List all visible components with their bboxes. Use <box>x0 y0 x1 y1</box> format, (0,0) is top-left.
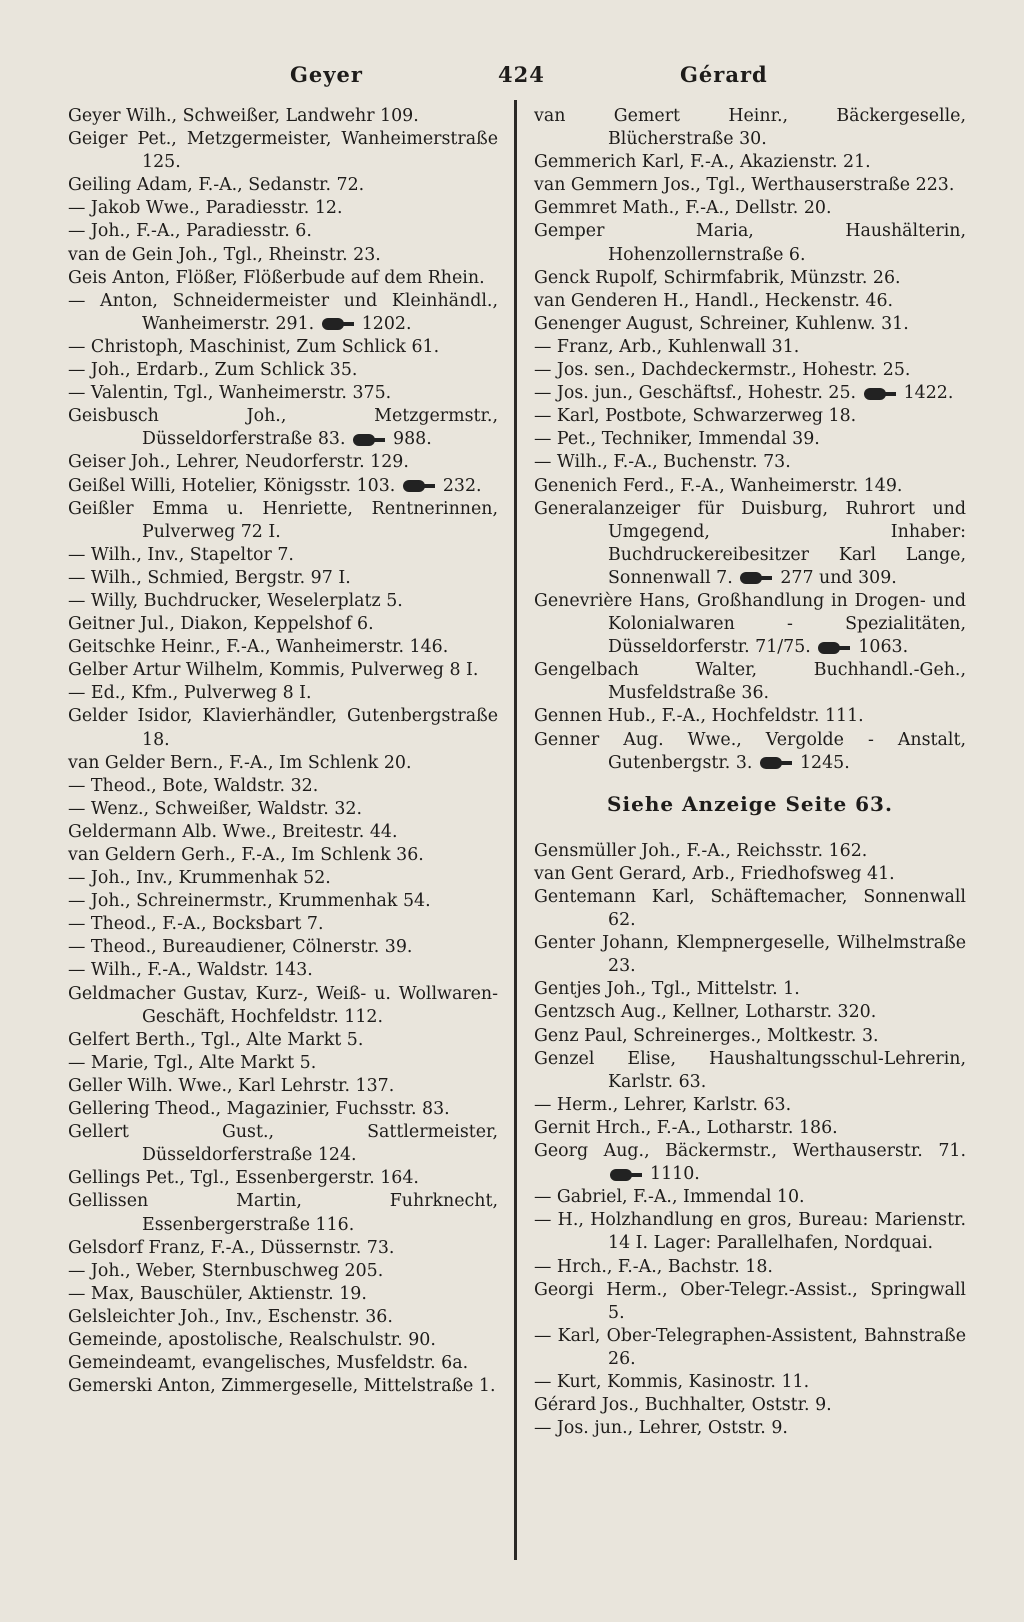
directory-entry <box>68 475 498 498</box>
directory-entry <box>68 983 498 1029</box>
directory-entry <box>534 359 966 382</box>
directory-entry <box>68 1029 498 1052</box>
entry-text: Geißler Emma u. Henriette, Rentnerinnen, Pulverweg 72 I. <box>68 498 498 542</box>
entry-text: Siehe Anzeige Seite 63. <box>607 791 893 816</box>
entry-text: Genevrière Hans, Großhandlung in Drogen- und Kolonialwaren - Spezialitäten, Düsseldorferstr. 71/75. <box>534 590 966 658</box>
entry-text: Geiling Adam, F.-A., Sedanstr. 72. <box>68 175 365 196</box>
telephone-icon <box>610 1169 642 1181</box>
directory-entry <box>68 867 498 890</box>
entry-text: Genz Paul, Schreinerges., Moltkestr. 3. <box>534 1025 879 1046</box>
phone-number: 1245. <box>799 752 850 773</box>
directory-entry <box>534 336 966 359</box>
entry-text: Gentemann Karl, Schäftemacher, Sonnenwall 62. <box>534 887 966 931</box>
entry-text: Geller Wilh. Wwe., Karl Lehrstr. 137. <box>68 1075 395 1096</box>
entry-text: — Wilh., F.-A., Buchenstr. 73. <box>534 452 791 473</box>
directory-entry <box>534 1209 966 1255</box>
entry-text: — Joh., F.-A., Paradiesstr. 6. <box>68 221 312 242</box>
entry-text: Gemmerich Karl, F.-A., Akazienstr. 21. <box>534 152 871 173</box>
entry-text: Gemeinde, apostolische, Realschulstr. 90. <box>68 1329 436 1350</box>
entry-text: Gellissen Martin, Fuhrknecht, Essenbergerstraße 116. <box>68 1191 498 1235</box>
directory-entry <box>68 244 498 267</box>
entry-text: van Gent Gerard, Arb., Friedhofsweg 41. <box>534 863 895 884</box>
directory-entry <box>534 1001 966 1024</box>
entry-text: — Karl, Postbote, Schwarzerweg 18. <box>534 406 857 427</box>
phone-number: 232. <box>442 475 482 496</box>
left-column <box>68 105 498 1398</box>
entry-text: Georgi Herm., Ober-Telegr.-Assist., Springwall 5. <box>534 1279 966 1323</box>
telephone-icon <box>760 757 792 769</box>
entry-text: — Kurt, Kommis, Kasinostr. 11. <box>534 1371 810 1392</box>
entry-text: van Genderen H., Handl., Heckenstr. 46. <box>534 290 894 311</box>
directory-entry <box>68 290 498 336</box>
entry-text: Gellert Gust., Sattlermeister, Düsseldorferstraße 124. <box>68 1122 498 1166</box>
entry-text: Gellering Theod., Magazinier, Fuchsstr. 83. <box>68 1099 450 1120</box>
directory-entry <box>534 1117 966 1140</box>
telephone-icon <box>322 318 354 330</box>
entry-text: Gemerski Anton, Zimmergeselle, Mittelstraße 1. <box>68 1376 496 1397</box>
entry-text: — Jos. jun., Lehrer, Oststr. 9. <box>534 1418 788 1439</box>
entry-text: Geldermann Alb. Wwe., Breitestr. 44. <box>68 821 398 842</box>
entry-text: Gemeindeamt, evangelisches, Musfeldstr. 6a. <box>68 1353 469 1374</box>
directory-entry <box>68 821 498 844</box>
directory-entry <box>534 197 966 220</box>
directory-entry <box>68 1167 498 1190</box>
entry-text: van Gelder Bern., F.-A., Im Schlenk 20. <box>68 752 412 773</box>
entry-text: — Wenz., Schweißer, Waldstr. 32. <box>68 798 363 819</box>
entry-text: — Theod., Bureaudiener, Cölnerstr. 39. <box>68 937 413 958</box>
directory-entry <box>534 475 966 498</box>
directory-entry <box>534 886 966 932</box>
directory-entry <box>68 128 498 174</box>
directory-entry <box>534 978 966 1001</box>
entry-text: — Theod., Bote, Waldstr. 32. <box>68 775 319 796</box>
entry-text: Gelfert Berth., Tgl., Alte Markt 5. <box>68 1029 364 1050</box>
directory-entry <box>534 840 966 863</box>
entry-text: — Pet., Techniker, Immendal 39. <box>534 429 820 450</box>
directory-entry <box>534 932 966 978</box>
directory-entry <box>534 1371 966 1394</box>
directory-entry <box>534 1186 966 1209</box>
entry-text: — Theod., F.-A., Bocksbart 7. <box>68 914 324 935</box>
directory-entry <box>68 1121 498 1167</box>
phone-number: 1063. <box>858 637 909 658</box>
directory-entry <box>68 890 498 913</box>
entry-text: — Herm., Lehrer, Karlstr. 63. <box>534 1094 792 1115</box>
telephone-icon <box>403 480 435 492</box>
right-column <box>534 105 966 1440</box>
directory-entry <box>68 567 498 590</box>
entry-text: Gelsdorf Franz, F.-A., Düssernstr. 73. <box>68 1237 395 1258</box>
directory-entry <box>534 382 966 405</box>
directory-entry <box>534 659 966 705</box>
directory-entry <box>534 313 966 336</box>
directory-entry <box>534 1394 966 1417</box>
directory-entry <box>68 1098 498 1121</box>
entry-text: — Willy, Buchdrucker, Weselerplatz 5. <box>68 590 403 611</box>
column-divider <box>514 100 517 1560</box>
directory-entry <box>534 105 966 151</box>
entry-text: Gensmüller Joh., F.-A., Reichsstr. 162. <box>534 840 868 861</box>
entry-text: Gelder Isidor, Klavierhändler, Gutenbergstraße 18. <box>68 706 498 750</box>
entry-text: Geisbusch Joh., Metzgermstr., Düsseldorferstraße 83. <box>68 406 498 450</box>
directory-entry <box>534 1048 966 1094</box>
phone-number: 1110. <box>650 1164 700 1185</box>
entry-text: Gemmret Math., F.-A., Dellstr. 20. <box>534 198 832 219</box>
header-last-name: Gérard <box>680 62 768 87</box>
entry-text: — Marie, Tgl., Alte Markt 5. <box>68 1052 317 1073</box>
phone-number: 277 und 309. <box>780 567 897 588</box>
entry-text: Gengelbach Walter, Buchhandl.-Geh., Musfeldstraße 36. <box>534 660 966 704</box>
directory-entry <box>68 405 498 451</box>
phone-number: 1422. <box>903 383 954 404</box>
entry-text: — Karl, Ober-Telegraphen-Assistent, Bahnstraße 26. <box>534 1325 966 1369</box>
entry-text: — Joh., Inv., Krummenhak 52. <box>68 868 331 889</box>
directory-entry <box>68 174 498 197</box>
directory-entry <box>68 1352 498 1375</box>
entry-text: Gelber Artur Wilhelm, Kommis, Pulverweg 8 I. <box>68 660 479 681</box>
entry-text: Genck Rupolf, Schirmfabrik, Münzstr. 26. <box>534 267 901 288</box>
directory-entry <box>68 544 498 567</box>
telephone-icon <box>864 388 896 400</box>
entry-text: — H., Holzhandlung en gros, Bureau: Marienstr. 14 I. Lager: Parallelhafen, Nordquai. <box>534 1210 966 1254</box>
page-number: 424 <box>498 62 545 87</box>
entry-text: — Wilh., F.-A., Waldstr. 143. <box>68 960 313 981</box>
directory-entry <box>534 1325 966 1371</box>
directory-entry <box>534 705 966 728</box>
directory-entry <box>68 1075 498 1098</box>
directory-entry <box>68 659 498 682</box>
directory-entry <box>534 1025 966 1048</box>
directory-entry <box>534 498 966 590</box>
entry-text: van Gemmern Jos., Tgl., Werthauserstraße 223. <box>534 175 955 196</box>
entry-text: — Franz, Arb., Kuhlenwall 31. <box>534 336 800 357</box>
entry-text: Genenich Ferd., F.-A., Wanheimerstr. 149. <box>534 475 903 496</box>
directory-entry <box>68 1237 498 1260</box>
directory-entry <box>68 1052 498 1075</box>
directory-entry <box>68 590 498 613</box>
entry-text: — Hrch., F.-A., Bachstr. 18. <box>534 1256 773 1277</box>
entry-text: Gellings Pet., Tgl., Essenbergerstr. 164. <box>68 1168 419 1189</box>
directory-entry <box>68 775 498 798</box>
directory-entry <box>534 174 966 197</box>
directory-entry <box>68 1375 498 1398</box>
directory-entry <box>68 705 498 751</box>
entry-text: Geldmacher Gustav, Kurz-, Weiß- u. Wollwaren-Geschäft, Hochfeldstr. 112. <box>68 983 498 1027</box>
entry-text: Gernit Hrch., F.-A., Lotharstr. 186. <box>534 1117 838 1138</box>
entry-text: Gentjes Joh., Tgl., Mittelstr. 1. <box>534 979 800 1000</box>
directory-entry <box>534 1140 966 1186</box>
directory-entry <box>68 220 498 243</box>
directory-entry <box>68 913 498 936</box>
directory-entry <box>68 382 498 405</box>
entry-text: Gemper Maria, Haushälterin, Hohenzollernstraße 6. <box>534 221 966 265</box>
directory-entry <box>68 752 498 775</box>
entry-text: Genner Aug. Wwe., Vergolde - Anstalt, Gutenbergstr. 3. <box>534 729 966 773</box>
phone-number: 1202. <box>361 313 412 334</box>
directory-entry <box>534 729 966 775</box>
phone-number: 988. <box>393 429 432 450</box>
entry-text: — Wilh., Inv., Stapeltor 7. <box>68 544 294 565</box>
entry-text: Geyer Wilh., Schweißer, Landwehr 109. <box>68 106 419 126</box>
directory-entry <box>534 428 966 451</box>
directory-entry <box>68 451 498 474</box>
directory-entry <box>534 863 966 886</box>
entry-text: Georg Aug., Bäckermstr., Werthauserstr. 71. <box>534 1141 966 1162</box>
directory-entry <box>534 590 966 659</box>
entry-text: Geis Anton, Flößer, Flößerbude auf dem Rhein. <box>68 267 485 288</box>
entry-text: Gérard Jos., Buchhalter, Oststr. 9. <box>534 1395 832 1416</box>
directory-entry <box>68 359 498 382</box>
directory-entry <box>68 936 498 959</box>
directory-entry <box>534 151 966 174</box>
entry-text: — Joh., Schreinermstr., Krummenhak 54. <box>68 891 431 912</box>
directory-entry <box>68 1260 498 1283</box>
directory-entry <box>68 105 498 128</box>
entry-text: van de Gein Joh., Tgl., Rheinstr. 23. <box>68 244 381 265</box>
entry-text: Geiser Joh., Lehrer, Neudorferstr. 129. <box>68 452 409 473</box>
directory-entry <box>68 844 498 867</box>
entry-text: — Jakob Wwe., Paradiesstr. 12. <box>68 198 343 219</box>
directory-entry <box>534 1094 966 1117</box>
entry-text: — Anton, Schneidermeister und Kleinhändl., Wanheimerstr. 291. <box>68 290 498 334</box>
directory-entry <box>534 451 966 474</box>
directory-entry <box>534 405 966 428</box>
entry-text: — Max, Bauschüler, Aktienstr. 19. <box>68 1283 367 1304</box>
entry-text: — Joh., Erdarb., Zum Schlick 35. <box>68 360 358 381</box>
directory-entry <box>534 267 966 290</box>
entry-text: — Valentin, Tgl., Wanheimerstr. 375. <box>68 383 392 404</box>
entry-text: Gentzsch Aug., Kellner, Lotharstr. 320. <box>534 1002 877 1023</box>
directory-entry <box>534 220 966 266</box>
entry-text: Genenger August, Schreiner, Kuhlenw. 31. <box>534 313 909 334</box>
directory-entry <box>68 336 498 359</box>
entry-text: — Wilh., Schmied, Bergstr. 97 I. <box>68 567 351 588</box>
entry-text: — Ed., Kfm., Pulverweg 8 I. <box>68 683 312 704</box>
entry-text: Genter Johann, Klempnergeselle, Wilhelmstraße 23. <box>534 933 966 977</box>
telephone-icon <box>740 572 772 584</box>
directory-entry <box>68 1283 498 1306</box>
telephone-icon <box>818 642 850 654</box>
directory-entry <box>68 1329 498 1352</box>
directory-entry <box>68 267 498 290</box>
directory-entry <box>68 798 498 821</box>
advert-notice <box>534 793 966 816</box>
entry-text: — Jos. jun., Geschäftsf., Hohestr. 25. <box>534 383 857 404</box>
entry-text: van Gemert Heinr., Bäckergeselle, Blücherstraße 30. <box>534 106 966 150</box>
entry-text: Generalanzeiger für Duisburg, Ruhrort und Umgegend, Inhaber: Buchdruckereibesitzer Karl Lange, Sonnenwall 7. <box>534 498 966 588</box>
entry-text: Gennen Hub., F.-A., Hochfeldstr. 111. <box>534 706 864 727</box>
directory-entry <box>68 636 498 659</box>
entry-text: — Joh., Weber, Sternbuschweg 205. <box>68 1260 384 1281</box>
entry-text: — Christoph, Maschinist, Zum Schlick 61. <box>68 336 440 357</box>
telephone-icon <box>353 434 385 446</box>
page-header <box>0 62 1024 94</box>
entry-text: Genzel Elise, Haushaltungsschul-Lehrerin, Karlstr. 63. <box>534 1048 966 1092</box>
directory-entry <box>68 959 498 982</box>
entry-text: Geitschke Heinr., F.-A., Wanheimerstr. 146. <box>68 637 449 658</box>
directory-entry <box>534 1417 966 1440</box>
entry-text: Geiger Pet., Metzgermeister, Wanheimerstraße 125. <box>68 129 498 173</box>
entry-text: Gelsleichter Joh., Inv., Eschenstr. 36. <box>68 1306 393 1327</box>
directory-entry <box>534 1279 966 1325</box>
directory-entry <box>534 1256 966 1279</box>
directory-entry <box>68 498 498 544</box>
header-first-name: Geyer <box>290 62 363 87</box>
directory-entry <box>68 1190 498 1236</box>
entry-text: Geißel Willi, Hotelier, Königsstr. 103. <box>68 475 396 496</box>
entry-text: — Gabriel, F.-A., Immendal 10. <box>534 1187 805 1208</box>
directory-entry <box>534 290 966 313</box>
entry-text: van Geldern Gerh., F.-A., Im Schlenk 36. <box>68 845 424 865</box>
directory-entry <box>68 613 498 636</box>
directory-entry <box>68 1306 498 1329</box>
entry-text: Geitner Jul., Diakon, Keppelshof 6. <box>68 614 374 635</box>
directory-entry <box>68 197 498 220</box>
entry-text: — Jos. sen., Dachdeckermstr., Hohestr. 25. <box>534 360 911 381</box>
directory-entry <box>68 682 498 705</box>
